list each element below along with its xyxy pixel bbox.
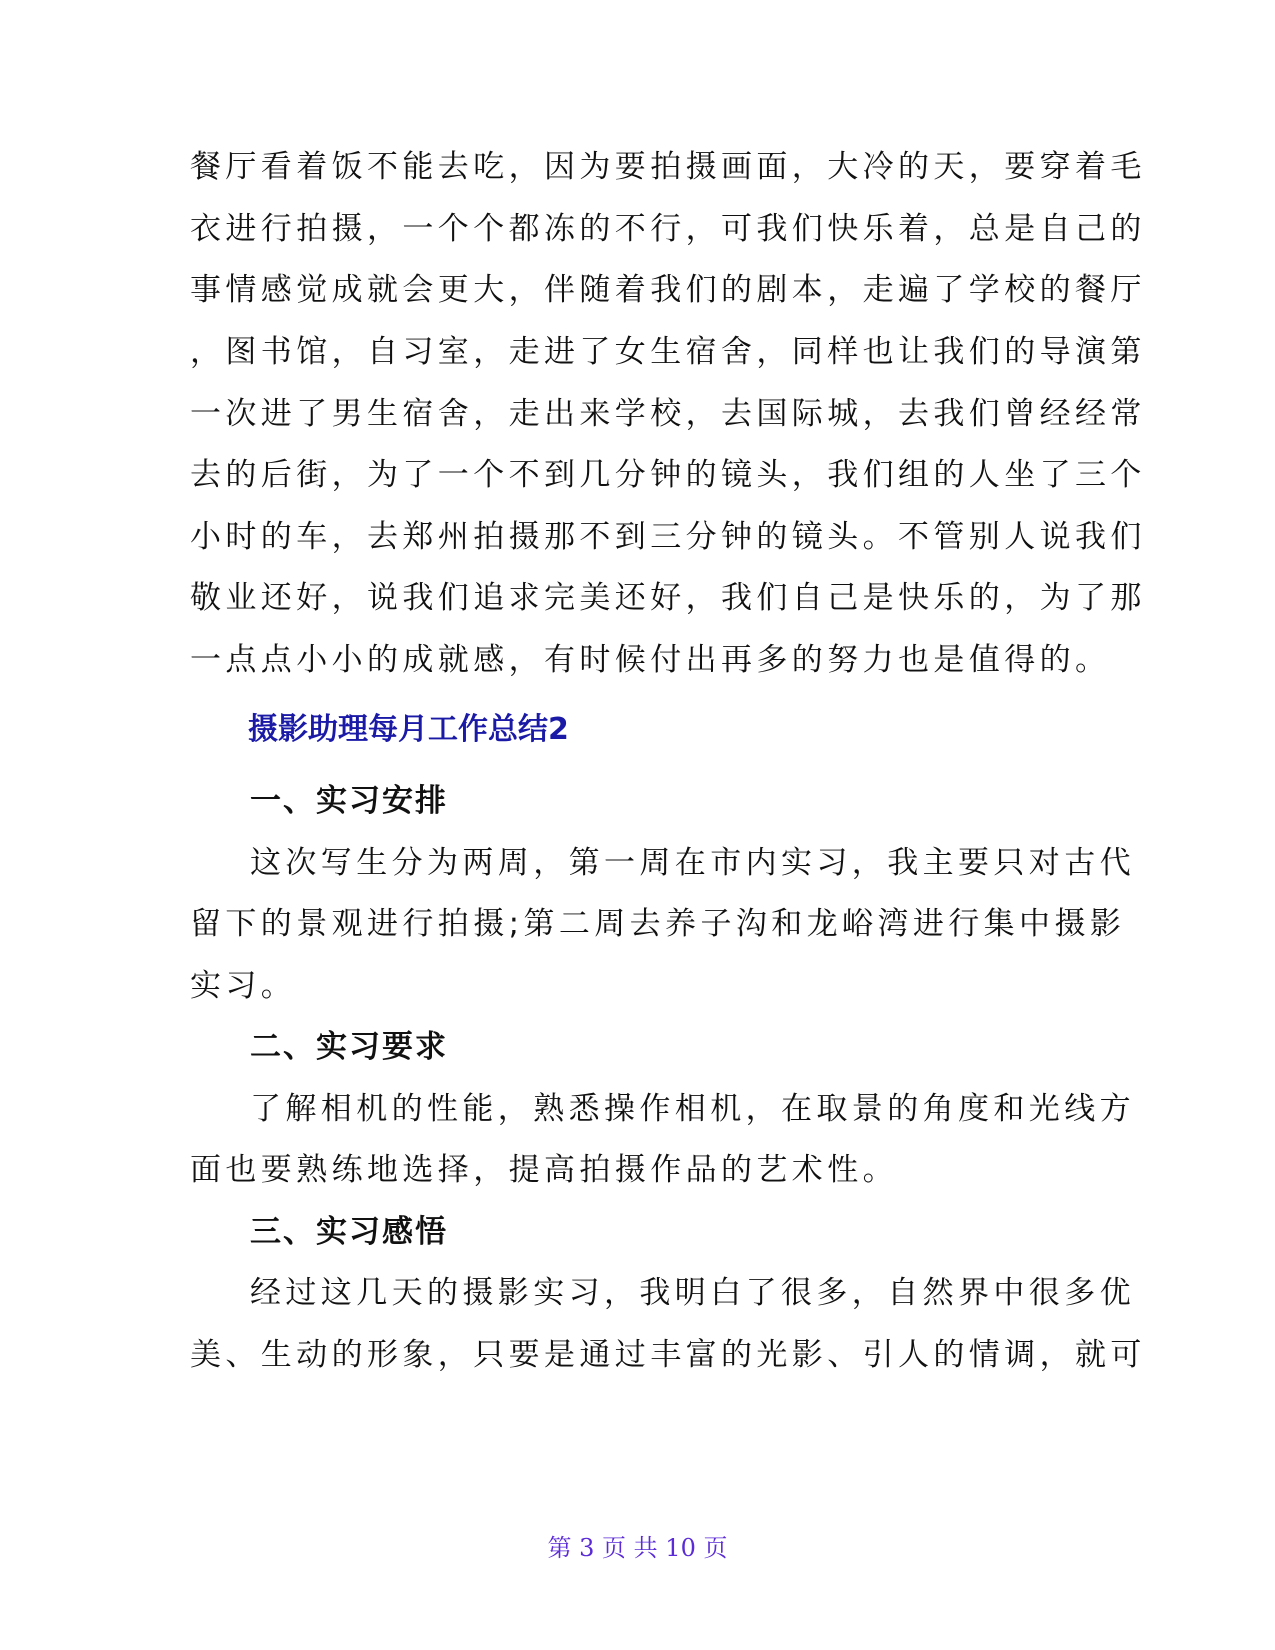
paragraph-line: 去的后街，为了一个不到几分钟的镜头，我们组的人坐了三个: [190, 457, 1146, 493]
paragraph-line: 敬业还好，说我们追求完美还好，我们自己是快乐的，为了那: [190, 580, 1146, 616]
paragraph-line: 经过这几天的摄影实习，我明白了很多，自然界中很多优: [250, 1275, 1135, 1311]
paragraph-line: 美、生动的形象，只要是通过丰富的光影、引人的情调，就可: [190, 1337, 1146, 1373]
paragraph-line: 留下的景观进行拍摄;第二周去养子沟和龙峪湾进行集中摄影: [190, 906, 1126, 942]
paragraph-line: 这次写生分为两周，第一周在市内实习，我主要只对古代: [250, 845, 1135, 881]
paragraph-line: 一次进了男生宿舍，走出来学校，去国际城，去我们曾经经常: [190, 396, 1146, 432]
paragraph-line: 衣进行拍摄，一个个都冻的不行，可我们快乐着，总是自己的: [190, 211, 1146, 247]
paragraph-line: 面也要熟练地选择，提高拍摄作品的艺术性。: [190, 1152, 898, 1188]
subheading-requirements: 二、实习要求: [250, 1029, 448, 1065]
paragraph-line: 事情感觉成就会更大，伴随着我们的剧本，走遍了学校的餐厅: [190, 272, 1146, 308]
page-number-footer: 第 3 页 共 10 页: [547, 1534, 728, 1562]
paragraph-line: 实习。: [190, 968, 297, 1004]
paragraph-line: ，图书馆，自习室，走进了女生宿舍，同样也让我们的导演第: [190, 334, 1146, 370]
subheading-reflections: 三、实习感悟: [250, 1214, 448, 1250]
paragraph-line: 了解相机的性能，熟悉操作相机，在取景的角度和光线方: [250, 1091, 1135, 1127]
paragraph-line: 小时的车，去郑州拍摄那不到三分钟的镜头。不管别人说我们: [190, 519, 1146, 555]
paragraph-line: 餐厅看着饭不能去吃，因为要拍摄画面，大冷的天，要穿着毛: [190, 149, 1146, 185]
subheading-arrangement: 一、实习安排: [250, 783, 448, 819]
paragraph-line: 一点点小小的成就感，有时候付出再多的努力也是值得的。: [190, 642, 1111, 678]
section-title: 摄影助理每月工作总结2: [248, 712, 569, 747]
